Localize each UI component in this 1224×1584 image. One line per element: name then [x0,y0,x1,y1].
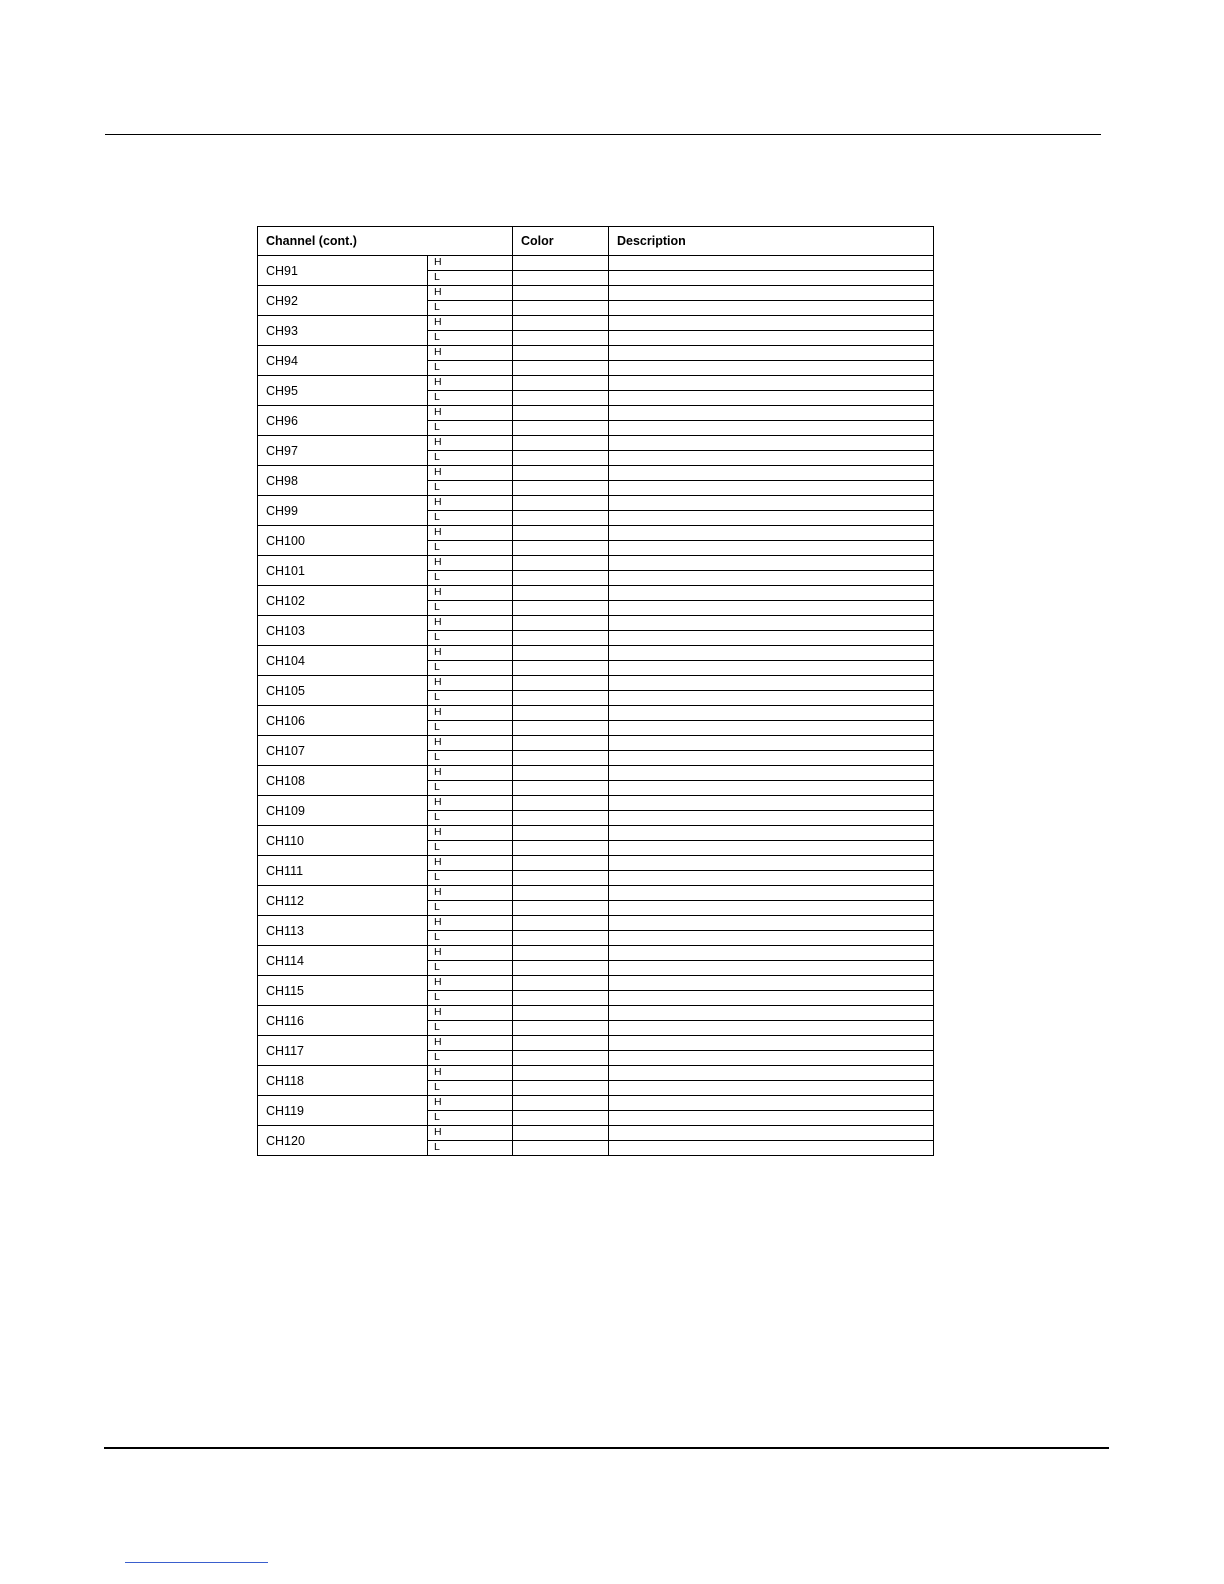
color-cell-low[interactable] [513,901,609,916]
description-cell-low[interactable] [609,1021,934,1036]
table-row [258,286,934,301]
description-cell-high[interactable] [609,616,934,631]
description-cell-low[interactable] [609,961,934,976]
color-cell-low[interactable] [513,571,609,586]
low-terminal-label: L [428,601,513,616]
low-terminal-label: L [428,361,513,376]
high-terminal-label: H [428,826,513,841]
channel-name: CH91 [258,256,428,286]
description-cell-high[interactable] [609,316,934,331]
description-cell-low[interactable] [609,541,934,556]
table-row [258,646,934,661]
low-terminal-label: L [428,721,513,736]
channel-wiring-table [257,226,934,1156]
high-terminal-label: H [428,856,513,871]
color-cell-low[interactable] [513,451,609,466]
color-cell-low[interactable] [513,721,609,736]
description-cell-high[interactable] [609,886,934,901]
low-terminal-label: L [428,481,513,496]
color-cell-high[interactable] [513,586,609,601]
low-terminal-label: L [428,271,513,286]
description-cell-high[interactable] [609,946,934,961]
table-row [258,766,934,781]
color-cell-high[interactable] [513,496,609,511]
high-terminal-label: H [428,376,513,391]
description-cell-low[interactable] [609,451,934,466]
color-cell-low[interactable] [513,931,609,946]
color-cell-high[interactable] [513,976,609,991]
description-cell-high[interactable] [609,796,934,811]
low-terminal-label: L [428,991,513,1006]
channel-name: CH98 [258,466,428,496]
high-terminal-label: H [428,406,513,421]
table-row [258,376,934,391]
channel-name: CH118 [258,1066,428,1096]
color-cell-low[interactable] [513,391,609,406]
table-header-row [258,227,934,256]
low-terminal-label: L [428,691,513,706]
color-cell-high[interactable] [513,1036,609,1051]
description-cell-high[interactable] [609,256,934,271]
table-row [258,886,934,901]
low-terminal-label: L [428,901,513,916]
description-cell-low[interactable] [609,361,934,376]
color-cell-high[interactable] [513,616,609,631]
channel-name: CH97 [258,436,428,466]
table-row [258,526,934,541]
color-cell-high[interactable] [513,466,609,481]
table-row [258,796,934,811]
table-row [258,916,934,931]
color-cell-low[interactable] [513,541,609,556]
description-cell-low[interactable] [609,901,934,916]
channel-name: CH111 [258,856,428,886]
low-terminal-label: L [428,451,513,466]
high-terminal-label: H [428,616,513,631]
table-body [258,256,934,1156]
color-cell-high[interactable] [513,1126,609,1141]
description-cell-low[interactable] [609,511,934,526]
description-cell-high[interactable] [609,766,934,781]
channel-name: CH96 [258,406,428,436]
description-cell-low[interactable] [609,691,934,706]
color-cell-low[interactable] [513,481,609,496]
channel-name: CH109 [258,796,428,826]
description-cell-high[interactable] [609,646,934,661]
color-cell-low[interactable] [513,781,609,796]
description-cell-high[interactable] [609,466,934,481]
description-cell-low[interactable] [609,841,934,856]
channel-name: CH108 [258,766,428,796]
table-row [258,736,934,751]
color-cell-high[interactable] [513,946,609,961]
low-terminal-label: L [428,871,513,886]
channel-name: CH116 [258,1006,428,1036]
channel-column-header: Channel (cont.) [258,227,513,256]
color-cell-low[interactable] [513,751,609,766]
color-cell-high[interactable] [513,1006,609,1021]
description-cell-high[interactable] [609,1126,934,1141]
table-row [258,346,934,361]
channel-name: CH95 [258,376,428,406]
low-terminal-label: L [428,391,513,406]
high-terminal-label: H [428,316,513,331]
description-cell-low[interactable] [609,811,934,826]
channel-name: CH100 [258,526,428,556]
color-cell-low[interactable] [513,811,609,826]
high-terminal-label: H [428,346,513,361]
color-cell-low[interactable] [513,271,609,286]
color-cell-high[interactable] [513,316,609,331]
color-cell-high[interactable] [513,826,609,841]
high-terminal-label: H [428,586,513,601]
description-cell-low[interactable] [609,721,934,736]
color-cell-low[interactable] [513,841,609,856]
color-cell-high[interactable] [513,676,609,691]
high-terminal-label: H [428,466,513,481]
description-cell-low[interactable] [609,991,934,1006]
table-row [258,436,934,451]
channel-name: CH112 [258,886,428,916]
channel-name: CH105 [258,676,428,706]
color-cell-low[interactable] [513,601,609,616]
description-cell-low[interactable] [609,271,934,286]
color-cell-low[interactable] [513,1021,609,1036]
color-cell-low[interactable] [513,631,609,646]
high-terminal-label: H [428,556,513,571]
description-cell-low[interactable] [609,931,934,946]
channel-name: CH117 [258,1036,428,1066]
low-terminal-label: L [428,1051,513,1066]
color-cell-low[interactable] [513,871,609,886]
high-terminal-label: H [428,976,513,991]
low-terminal-label: L [428,751,513,766]
channel-name: CH110 [258,826,428,856]
table-row [258,1126,934,1141]
color-cell-low[interactable] [513,301,609,316]
color-cell-high[interactable] [513,886,609,901]
low-terminal-label: L [428,331,513,346]
description-cell-low[interactable] [609,391,934,406]
channel-name: CH119 [258,1096,428,1126]
description-cell-high[interactable] [609,1036,934,1051]
description-cell-low[interactable] [609,331,934,346]
high-terminal-label: H [428,256,513,271]
table-row [258,1006,934,1021]
description-cell-high[interactable] [609,556,934,571]
channel-name: CH92 [258,286,428,316]
table-row [258,1096,934,1111]
color-cell-low[interactable] [513,331,609,346]
low-terminal-label: L [428,661,513,676]
description-cell-low[interactable] [609,301,934,316]
high-terminal-label: H [428,796,513,811]
low-terminal-label: L [428,811,513,826]
color-cell-low[interactable] [513,961,609,976]
table-row [258,256,934,271]
color-cell-low[interactable] [513,691,609,706]
high-terminal-label: H [428,1036,513,1051]
high-terminal-label: H [428,676,513,691]
table-row [258,826,934,841]
color-cell-low[interactable] [513,1111,609,1126]
table-row [258,586,934,601]
high-terminal-label: H [428,766,513,781]
table-row [258,556,934,571]
color-cell-high[interactable] [513,736,609,751]
high-terminal-label: H [428,436,513,451]
description-cell-low[interactable] [609,751,934,766]
low-terminal-label: L [428,1021,513,1036]
color-column-header: Color [513,227,609,256]
low-terminal-label: L [428,541,513,556]
description-cell-high[interactable] [609,826,934,841]
high-terminal-label: H [428,1096,513,1111]
high-terminal-label: H [428,946,513,961]
description-cell-high[interactable] [609,706,934,721]
table-row [258,676,934,691]
color-cell-high[interactable] [513,556,609,571]
channel-name: CH103 [258,616,428,646]
high-terminal-label: H [428,736,513,751]
color-cell-high[interactable] [513,406,609,421]
color-cell-high[interactable] [513,1066,609,1081]
color-cell-low[interactable] [513,1081,609,1096]
description-cell-low[interactable] [609,661,934,676]
description-cell-high[interactable] [609,376,934,391]
color-cell-low[interactable] [513,661,609,676]
color-cell-high[interactable] [513,526,609,541]
table-row [258,616,934,631]
color-cell-high[interactable] [513,766,609,781]
color-cell-high[interactable] [513,796,609,811]
color-cell-high[interactable] [513,1096,609,1111]
description-cell-high[interactable] [609,436,934,451]
low-terminal-label: L [428,1141,513,1156]
channel-name: CH115 [258,976,428,1006]
table-row [258,406,934,421]
low-terminal-label: L [428,301,513,316]
channel-name: CH94 [258,346,428,376]
channel-name: CH93 [258,316,428,346]
color-cell-high[interactable] [513,856,609,871]
description-cell-high[interactable] [609,586,934,601]
footer-link-underline [125,1562,268,1563]
high-terminal-label: H [428,706,513,721]
low-terminal-label: L [428,841,513,856]
color-cell-high[interactable] [513,256,609,271]
high-terminal-label: H [428,646,513,661]
low-terminal-label: L [428,1081,513,1096]
low-terminal-label: L [428,631,513,646]
color-cell-low[interactable] [513,991,609,1006]
description-cell-low[interactable] [609,1051,934,1066]
high-terminal-label: H [428,916,513,931]
high-terminal-label: H [428,286,513,301]
description-cell-high[interactable] [609,736,934,751]
footer-rule [104,1447,1109,1449]
description-cell-high[interactable] [609,406,934,421]
channel-name: CH101 [258,556,428,586]
low-terminal-label: L [428,961,513,976]
description-cell-high[interactable] [609,1096,934,1111]
channel-name: CH107 [258,736,428,766]
description-cell-low[interactable] [609,601,934,616]
description-cell-low[interactable] [609,781,934,796]
description-cell-low[interactable] [609,1141,934,1156]
table-row [258,316,934,331]
table-row [258,946,934,961]
low-terminal-label: L [428,571,513,586]
description-cell-high[interactable] [609,1066,934,1081]
table-row [258,856,934,871]
description-cell-high[interactable] [609,1006,934,1021]
channel-name: CH106 [258,706,428,736]
high-terminal-label: H [428,1066,513,1081]
high-terminal-label: H [428,496,513,511]
color-cell-high[interactable] [513,286,609,301]
table-row [258,706,934,721]
channel-name: CH104 [258,646,428,676]
description-cell-low[interactable] [609,481,934,496]
low-terminal-label: L [428,781,513,796]
low-terminal-label: L [428,421,513,436]
color-cell-high[interactable] [513,916,609,931]
description-cell-low[interactable] [609,1111,934,1126]
color-cell-low[interactable] [513,361,609,376]
color-cell-high[interactable] [513,376,609,391]
description-cell-high[interactable] [609,856,934,871]
description-cell-high[interactable] [609,976,934,991]
channel-name: CH114 [258,946,428,976]
high-terminal-label: H [428,886,513,901]
description-cell-high[interactable] [609,496,934,511]
description-cell-low[interactable] [609,421,934,436]
description-cell-high[interactable] [609,286,934,301]
channel-name: CH99 [258,496,428,526]
low-terminal-label: L [428,931,513,946]
table-row [258,976,934,991]
description-cell-low[interactable] [609,631,934,646]
description-cell-high[interactable] [609,526,934,541]
description-cell-high[interactable] [609,676,934,691]
color-cell-high[interactable] [513,346,609,361]
high-terminal-label: H [428,526,513,541]
description-column-header: Description [609,227,934,256]
table-row [258,466,934,481]
color-cell-low[interactable] [513,421,609,436]
color-cell-high[interactable] [513,706,609,721]
header-rule [105,134,1101,135]
color-cell-low[interactable] [513,1051,609,1066]
description-cell-high[interactable] [609,916,934,931]
low-terminal-label: L [428,1111,513,1126]
color-cell-high[interactable] [513,436,609,451]
description-cell-low[interactable] [609,571,934,586]
description-cell-low[interactable] [609,871,934,886]
color-cell-low[interactable] [513,1141,609,1156]
color-cell-high[interactable] [513,646,609,661]
color-cell-low[interactable] [513,511,609,526]
table-row [258,1036,934,1051]
low-terminal-label: L [428,511,513,526]
table-row [258,496,934,511]
channel-name: CH102 [258,586,428,616]
table-row [258,1066,934,1081]
high-terminal-label: H [428,1006,513,1021]
description-cell-high[interactable] [609,346,934,361]
high-terminal-label: H [428,1126,513,1141]
description-cell-low[interactable] [609,1081,934,1096]
channel-name: CH113 [258,916,428,946]
channel-name: CH120 [258,1126,428,1156]
